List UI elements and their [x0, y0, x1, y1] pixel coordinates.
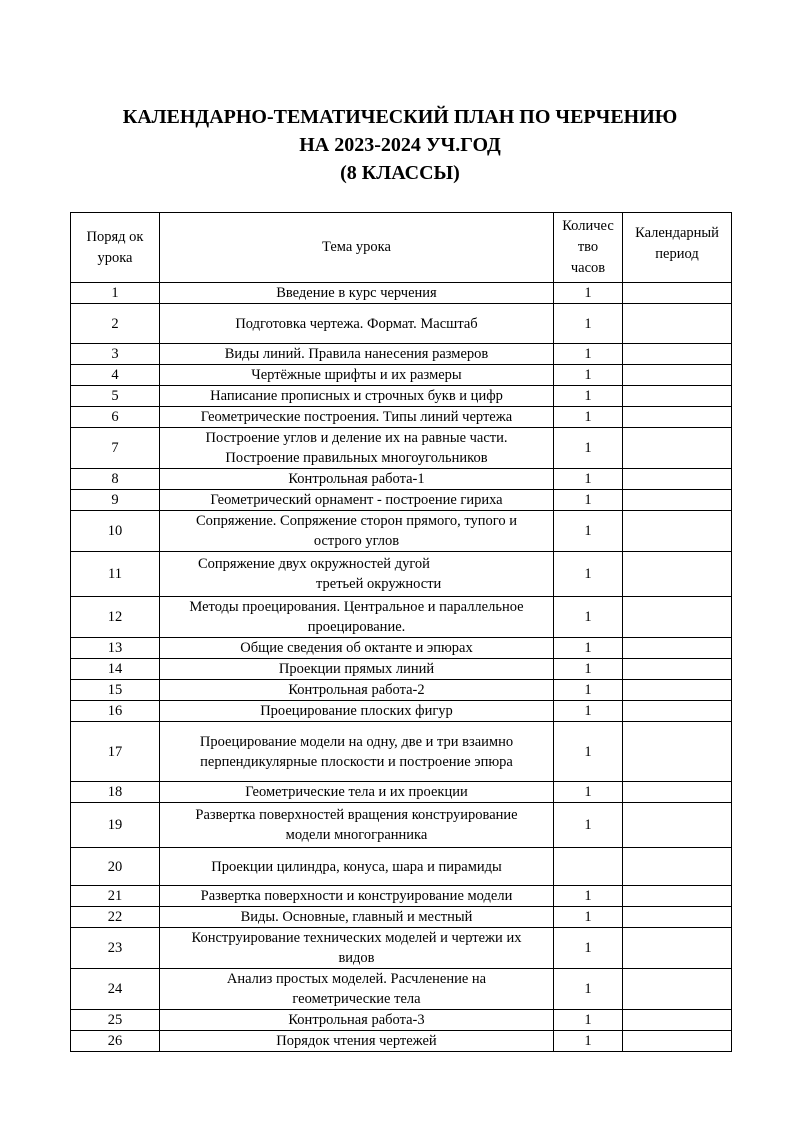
hours-cell: 1 [554, 386, 623, 407]
table-row [71, 552, 732, 597]
hours-cell [554, 848, 623, 886]
lesson-topic-cell [160, 848, 554, 886]
lesson-topic-line: третьей окружности [316, 576, 442, 592]
table-row [71, 469, 732, 490]
lesson-topic-cell [160, 782, 554, 803]
lesson-number-cell: 12 [71, 597, 160, 638]
calendar-period-cell [623, 680, 732, 701]
hours-cell: 1 [554, 680, 623, 701]
lesson-topic-line: Чертёжные шрифты и их размеры [251, 367, 462, 383]
lesson-topic-line: Написание прописных и строчных букв и цифр [210, 388, 503, 404]
lesson-topic-line: Анализ простых моделей. Расчленение на [226, 971, 487, 987]
lesson-topic-line: Сопряжение. Сопряжение сторон прямого, тупого и [195, 513, 518, 529]
lesson-topic-cell [160, 597, 554, 638]
lesson-topic-line: Введение в курс черчения [276, 285, 437, 301]
lesson-number-cell: 4 [71, 365, 160, 386]
table-row [71, 680, 732, 701]
hours-cell: 1 [554, 659, 623, 680]
calendar-period-cell [623, 283, 732, 304]
lesson-number-cell: 15 [71, 680, 160, 701]
table-row [71, 365, 732, 386]
lesson-number-cell: 3 [71, 344, 160, 365]
calendar-period-cell [623, 803, 732, 848]
lesson-number-cell: 24 [71, 969, 160, 1010]
table-row [71, 969, 732, 1010]
lesson-topic-cell [160, 407, 554, 428]
title-line-3: (8 КЛАССЫ) [340, 162, 460, 184]
header-hours: Количес тво часов [554, 213, 623, 283]
lesson-number-cell: 26 [71, 1031, 160, 1052]
table-row [71, 283, 732, 304]
lesson-number-cell: 18 [71, 782, 160, 803]
lesson-topic-cell [160, 469, 554, 490]
calendar-period-cell [623, 638, 732, 659]
lesson-topic-line: Конструирование технических моделей и чертежи их [191, 930, 522, 946]
hours-cell: 1 [554, 552, 623, 597]
lesson-topic-line: Проецирование модели на одну, две и три взаимно [199, 733, 514, 750]
lesson-topic-cell [160, 680, 554, 701]
calendar-period-cell [623, 407, 732, 428]
lesson-topic-cell [160, 283, 554, 304]
lesson-number-cell: 17 [71, 722, 160, 782]
table-row [71, 490, 732, 511]
lesson-topic-line: Развертка поверхностей вращения конструирование [195, 807, 518, 823]
hours-cell: 1 [554, 365, 623, 386]
lesson-topic-cell [160, 552, 554, 597]
hours-cell: 1 [554, 304, 623, 344]
table-row [71, 722, 732, 782]
lesson-number-cell: 25 [71, 1010, 160, 1031]
calendar-period-cell [623, 907, 732, 928]
table-row [71, 407, 732, 428]
calendar-period-cell [623, 701, 732, 722]
lesson-topic-cell [160, 511, 554, 552]
calendar-period-cell [623, 428, 732, 469]
hours-cell: 1 [554, 782, 623, 803]
document-title [0, 103, 800, 187]
lesson-topic-line: Контрольная работа-2 [288, 682, 425, 698]
hours-cell: 1 [554, 722, 623, 782]
lesson-topic-line: геометрические тела [292, 991, 421, 1007]
hours-cell: 1 [554, 969, 623, 1010]
table-row [71, 428, 732, 469]
lesson-number-cell: 13 [71, 638, 160, 659]
lesson-number-cell: 23 [71, 928, 160, 969]
lesson-topic-line: Развертка поверхности и конструирование модели [200, 888, 513, 904]
lesson-number-cell: 7 [71, 428, 160, 469]
lesson-topic-cell [160, 386, 554, 407]
header-lesson-topic: Тема урока [160, 213, 554, 283]
lesson-topic-cell [160, 365, 554, 386]
lesson-topic-cell [160, 907, 554, 928]
calendar-period-cell [623, 552, 732, 597]
calendar-period-cell [623, 304, 732, 344]
lesson-number-cell: 6 [71, 407, 160, 428]
calendar-period-cell [623, 969, 732, 1010]
table-row [71, 1010, 732, 1031]
lesson-topic-line: Подготовка чертежа. Формат. Масштаб [235, 315, 478, 332]
lesson-topic-cell [160, 344, 554, 365]
lesson-number-cell: 22 [71, 907, 160, 928]
table-row [71, 928, 732, 969]
table-row [71, 638, 732, 659]
header-lesson-number: Поряд ок урока [71, 213, 160, 283]
calendar-period-cell [623, 782, 732, 803]
lesson-number-cell: 5 [71, 386, 160, 407]
calendar-period-cell [623, 722, 732, 782]
lesson-number-cell: 1 [71, 283, 160, 304]
lesson-topic-line: видов [338, 950, 375, 966]
lesson-topic-cell [160, 928, 554, 969]
lesson-number-cell: 10 [71, 511, 160, 552]
header-calendar-period: Календарный период [623, 213, 732, 283]
lesson-topic-line: Проецирование плоских фигур [260, 703, 453, 719]
table-row [71, 344, 732, 365]
hours-cell: 1 [554, 283, 623, 304]
lesson-topic-line: Сопряжение двух окружностей дугой [198, 556, 430, 572]
table-row [71, 886, 732, 907]
lesson-topic-cell [160, 659, 554, 680]
lesson-topic-cell [160, 304, 554, 344]
calendar-period-cell [623, 469, 732, 490]
lesson-topic-line: перпендикулярные плоскости и построение эпюра [200, 753, 513, 770]
lesson-topic-line: Геометрические тела и их проекции [245, 784, 468, 800]
table-row [71, 304, 732, 344]
calendar-period-cell [623, 344, 732, 365]
calendar-period-cell [623, 659, 732, 680]
lesson-topic-line: Проекции цилиндра, конуса, шара и пирамиды [211, 858, 502, 875]
calendar-period-cell [623, 928, 732, 969]
lesson-topic-cell [160, 1031, 554, 1052]
table-row [71, 907, 732, 928]
lesson-topic-line: Общие сведения об октанте и эпюрах [240, 640, 473, 656]
hours-cell: 1 [554, 407, 623, 428]
lesson-topic-cell [160, 638, 554, 659]
lesson-topic-line: Контрольная работа-1 [288, 471, 425, 487]
calendar-period-cell [623, 597, 732, 638]
lesson-topic-cell [160, 1010, 554, 1031]
hours-cell: 1 [554, 907, 623, 928]
lesson-topic-cell [160, 490, 554, 511]
lesson-topic-line: модели многогранника [285, 827, 428, 843]
calendar-period-cell [623, 848, 732, 886]
hours-cell: 1 [554, 638, 623, 659]
lesson-topic-cell [160, 803, 554, 848]
hours-cell: 1 [554, 428, 623, 469]
hours-cell: 1 [554, 344, 623, 365]
table-header-row [71, 213, 732, 283]
table-row [71, 1031, 732, 1052]
table-row [71, 803, 732, 848]
lesson-topic-cell [160, 701, 554, 722]
hours-cell: 1 [554, 1010, 623, 1031]
calendar-period-cell [623, 886, 732, 907]
lesson-number-cell: 20 [71, 848, 160, 886]
lesson-number-cell: 16 [71, 701, 160, 722]
table-row [71, 597, 732, 638]
lesson-topic-line: Построение правильных многоугольников [225, 450, 488, 466]
lesson-plan-table [70, 212, 732, 1052]
table-row [71, 386, 732, 407]
table-row [71, 511, 732, 552]
lesson-topic-cell [160, 886, 554, 907]
calendar-period-cell [623, 386, 732, 407]
lesson-topic-cell [160, 428, 554, 469]
table-row [71, 701, 732, 722]
lesson-number-cell: 8 [71, 469, 160, 490]
calendar-period-cell [623, 365, 732, 386]
calendar-period-cell [623, 1031, 732, 1052]
lesson-number-cell: 11 [71, 552, 160, 597]
table-row [71, 782, 732, 803]
lesson-topic-line: Контрольная работа-3 [288, 1012, 425, 1028]
hours-cell: 1 [554, 511, 623, 552]
title-line-1: КАЛЕНДАРНО-ТЕМАТИЧЕСКИЙ ПЛАН ПО ЧЕРЧЕНИЮ [122, 106, 678, 128]
calendar-period-cell [623, 1010, 732, 1031]
calendar-period-cell [623, 490, 732, 511]
lesson-topic-line: Виды линий. Правила нанесения размеров [224, 346, 489, 362]
calendar-period-cell [623, 511, 732, 552]
hours-cell: 1 [554, 597, 623, 638]
lesson-number-cell: 14 [71, 659, 160, 680]
lesson-number-cell: 21 [71, 886, 160, 907]
hours-cell: 1 [554, 469, 623, 490]
hours-cell: 1 [554, 701, 623, 722]
lesson-topic-line: Проекции прямых линий [278, 661, 435, 677]
lesson-topic-line: проецирование. [307, 619, 406, 635]
lesson-number-cell: 19 [71, 803, 160, 848]
lesson-topic-line: Виды. Основные, главный и местный [240, 909, 473, 925]
lesson-topic-cell [160, 969, 554, 1010]
hours-cell: 1 [554, 928, 623, 969]
lesson-topic-line: Порядок чтения чертежей [276, 1033, 437, 1049]
table-body [71, 283, 732, 1052]
lesson-number-cell: 9 [71, 490, 160, 511]
hours-cell: 1 [554, 886, 623, 907]
lesson-number-cell: 2 [71, 304, 160, 344]
lesson-topic-line: Методы проецирования. Центральное и параллельное [189, 599, 524, 615]
lesson-topic-line: острого углов [313, 533, 400, 549]
lesson-topic-cell [160, 722, 554, 782]
table-row [71, 848, 732, 886]
lesson-topic-line: Геометрические построения. Типы линий чертежа [200, 409, 513, 425]
table-row [71, 659, 732, 680]
lesson-topic-line: Построение углов и деление их на равные части. [205, 430, 508, 446]
hours-cell: 1 [554, 803, 623, 848]
hours-cell: 1 [554, 1031, 623, 1052]
lesson-topic-line: Геометрический орнамент - построение гириха [210, 492, 503, 508]
hours-cell: 1 [554, 490, 623, 511]
title-line-2: НА 2023-2024 УЧ.ГОД [299, 134, 501, 156]
